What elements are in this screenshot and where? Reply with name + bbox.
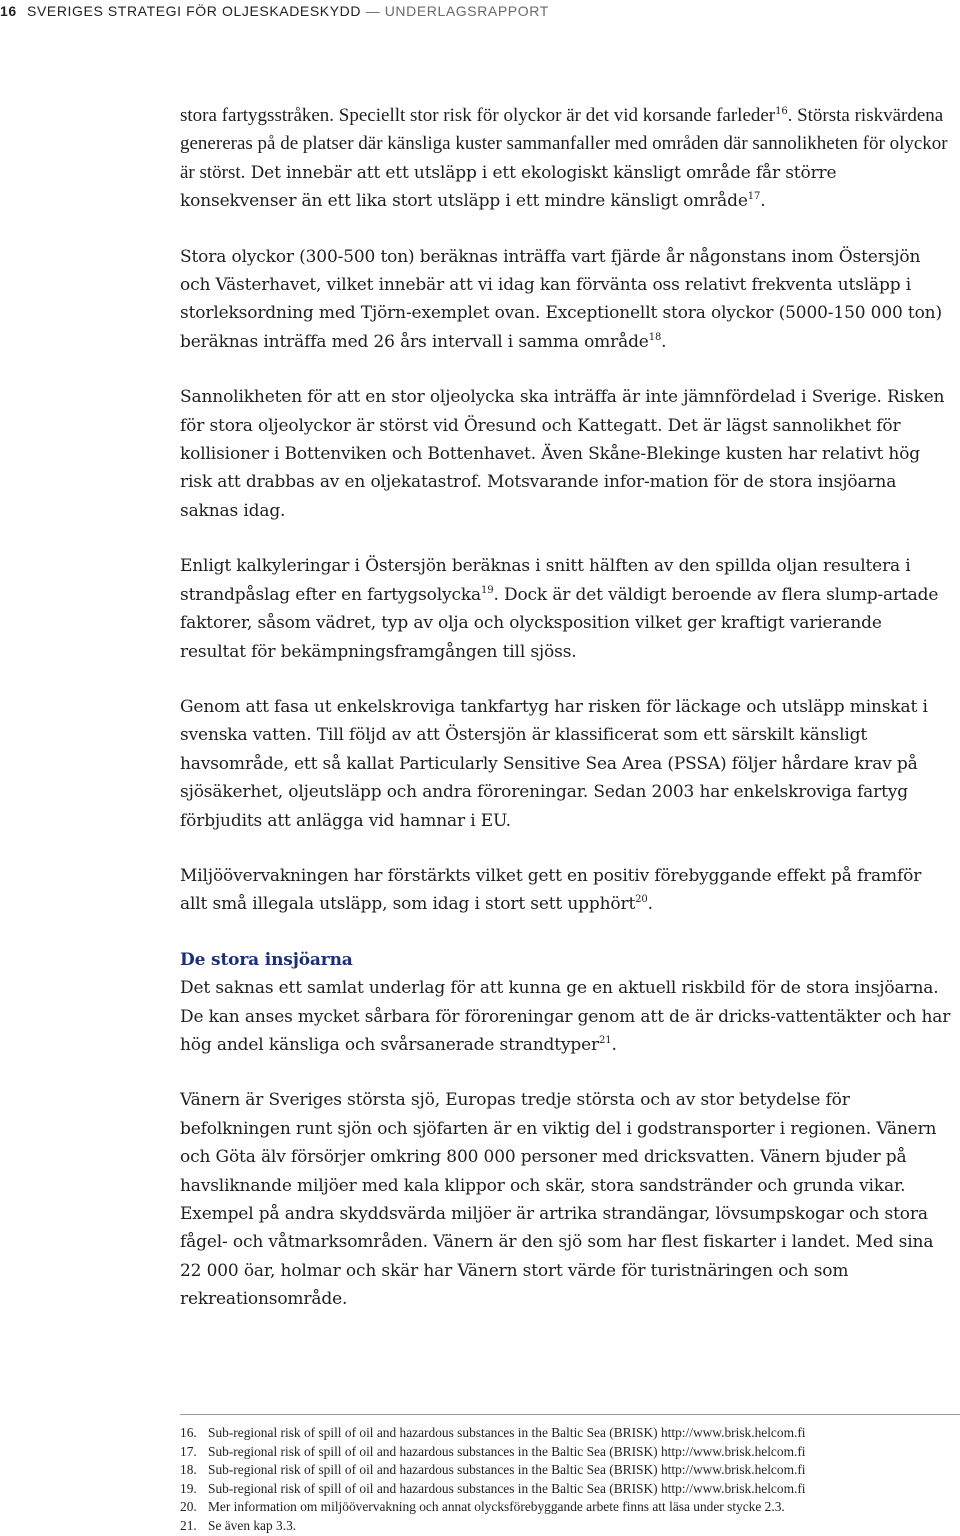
paragraph-1-text-a: stora fartygsstråken. Speciellt stor risk för olyckor är det vid korsande farleder: [180, 105, 776, 126]
paragraph-7: [180, 974, 952, 1059]
footnote-ref-19[interactable]: 19: [481, 584, 494, 596]
paragraph-7-text-a: Det saknas ett samlat underlag för att kunna ge en aktuell riskbild för de stora insjöarna. De kan anses mycket sårbara för föroreningar genom att de är dricks-vattentäkter och har hög andel känsliga och svårsanerade strandtyper: [180, 978, 951, 1055]
paragraph-1: [180, 102, 952, 216]
section-heading: De stora insjöarna: [180, 949, 353, 970]
paragraph-1-text-c: Det innebär att ett utsläpp i ett ekologiskt känsligt område får större konsekvenser än ett lika stort utsläpp i ett mindre känsligt område: [180, 162, 837, 212]
footnote-text: Sub-regional risk of spill of oil and hazardous substances in the Baltic Sea (BRISK) http://www.brisk.helcom.fi: [208, 1480, 806, 1496]
paragraph-2: [180, 243, 952, 357]
paragraph-4: [180, 552, 952, 666]
footnote-ref-21[interactable]: 21: [599, 1034, 612, 1046]
paragraph-3: Sannolikheten för att en stor oljeolycka ska inträffa är inte jämnfördelad i Sverige. Risken för stora oljeolyckor är störst vid Öresund och Kattegatt. Det är lägst sannolikhet för kollisioner i Bottenviken och Bottenhavet. Även Skåne-Blekinge kusten har relativt hög risk att drabbas av en oljekatastrof. Motsvarande infor-mation för de stora insjöarna saknas idag.: [180, 387, 945, 521]
paragraph-1-text-b: . Största riskvärdena genereras på de platser där känsliga kuster sammanfaller med områden där sannolikheten för olyckor är störst.: [180, 105, 948, 183]
footnote-number: 16.: [180, 1425, 197, 1440]
running-title: [27, 3, 549, 19]
body-text: [180, 102, 952, 1341]
header-separator: —: [365, 3, 381, 19]
paragraph-2-text-b: .: [661, 331, 667, 352]
footnote-17: [180, 1443, 960, 1462]
paragraph-1-text-d: .: [760, 191, 766, 212]
footnote-text: Mer information om miljöövervakning och annat olycksförebyggande arbete finns att läsa under stycke 2.3.: [208, 1499, 785, 1515]
footnote-21: [180, 1517, 960, 1536]
footnote-16: [180, 1424, 960, 1443]
page-number: 16: [0, 3, 17, 19]
footnote-18: [180, 1461, 960, 1480]
footnote-text: Sub-regional risk of spill of oil and hazardous substances in the Baltic Sea (BRISK) http://www.brisk.helcom.fi: [208, 1462, 806, 1478]
paragraph-2-text-a: Stora olyckor (300-500 ton) beräknas inträffa vart fjärde år någonstans inom Östersjön och Västerhavet, vilket innebär att vi idag kan förvänta oss relativt frekventa utsläpp i storleksordning med Tjörn-exemplet ovan. Exceptionellt stora olyckor (5000-150 000 ton) beräknas inträffa med 26 års intervall i samma område: [180, 246, 942, 352]
footnote-20: [180, 1498, 960, 1517]
paragraph-6-text-a: Miljöövervakningen har förstärkts vilket gett en positiv förebyggande effekt på framför allt små illegala utsläpp, som idag i stort sett upphört: [180, 865, 922, 915]
footnote-text: Sub-regional risk of spill of oil and hazardous substances in the Baltic Sea (BRISK) http://www.brisk.helcom.fi: [208, 1443, 806, 1459]
footnote-number: 18.: [180, 1462, 197, 1478]
paragraph-5: Genom att fasa ut enkelskroviga tankfartyg har risken för läckage och utsläpp minskat i svenska vatten. Till följd av att Östersjön är klassificerat som ett särskilt känsligt havsområde, ett så kallat Particularly Sensitive Sea Area (PSSA) följer hårdare krav på sjösäkerhet, oljeutsläpp och andra föroreningar. Sedan 2003 har enkelskroviga fartyg förbjudits att anlägga vid hamnar i EU.: [180, 696, 928, 831]
footnote-number: 21.: [180, 1517, 197, 1533]
footnote-ref-18[interactable]: 18: [648, 331, 662, 343]
document-title: SVERIGES STRATEGI FÖR OLJESKADESKYDD: [27, 3, 362, 19]
paragraph-7-text-b: .: [611, 1034, 617, 1055]
paragraph-6-text-b: .: [647, 894, 653, 915]
footnote-number: 20.: [180, 1499, 197, 1515]
footnote-text: Se även kap 3.3.: [208, 1517, 297, 1533]
footnote-ref-20[interactable]: 20: [635, 894, 648, 906]
footnote-ref-16[interactable]: 16: [775, 106, 788, 117]
footnote-number: 17.: [180, 1443, 197, 1459]
paragraph-4-text-a: Enligt kalkyleringar i Östersjön beräknas i snitt hälften av den spillda oljan resultera i strandpåslag efter en fartygsolycka: [180, 556, 911, 605]
footnote-number: 19.: [180, 1480, 197, 1496]
footnote-19: [180, 1480, 960, 1499]
paragraph-6: [180, 862, 952, 919]
paragraph-4-text-b: . Dock är det väldigt beroende av flera slump-artade faktorer, såsom vädret, typ av olja och olycksposition vilket ger kraftigt varierande resultat för bekämpningsframgången till sjöss.: [180, 584, 939, 662]
footnotes: [180, 1424, 960, 1536]
footnote-divider: [180, 1414, 960, 1415]
footnote-text: Sub-regional risk of spill of oil and hazardous substances in the Baltic Sea (BRISK) http://www.brisk.helcom.fi: [208, 1425, 806, 1440]
document-subtitle: UNDERLAGSRAPPORT: [384, 3, 549, 19]
footnote-ref-17[interactable]: 17: [747, 191, 761, 203]
paragraph-8: Vänern är Sveriges största sjö, Europas tredje största och av stor betydelse för befolkningen runt sjön och sjöfarten är en viktig del i godstransporter i regionen. Vänern och Göta älv försörjer omkring 800 000 personer med dricksvatten. Vänern bjuder på havsliknande miljöer med kala klippor och skär, stora sandstränder och grunda vikar. Exempel på andra skyddsvärda miljöer är artrika strandängar, lövsumpskogar och stora fågel- och våtmarksområden. Vänern är den sjö som har flest fiskarter i landet. Med sina 22 000 öar, holmar och skär har Vänern stort värde för turistnäringen och som rekreationsområde.: [180, 1090, 937, 1310]
